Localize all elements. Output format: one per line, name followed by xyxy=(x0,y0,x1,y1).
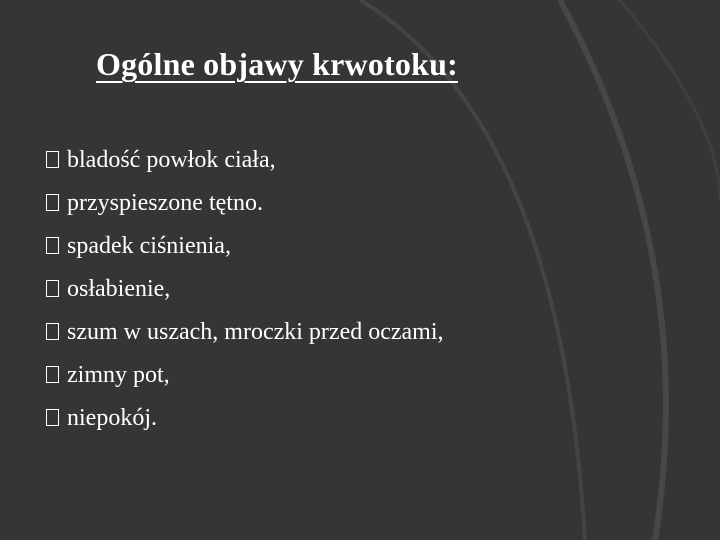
bullet-box-icon xyxy=(46,323,59,340)
list-item-text: niepokój. xyxy=(67,404,157,431)
list-item-text: osłabienie, xyxy=(67,275,171,302)
list-item xyxy=(46,224,444,267)
bullet-box-icon xyxy=(46,194,59,211)
bullet-box-icon xyxy=(46,366,59,383)
list-item-text: spadek ciśnienia, xyxy=(67,232,231,259)
list-item xyxy=(46,353,444,396)
list-item xyxy=(46,396,444,439)
list-item-text: zimny pot, xyxy=(67,361,170,388)
slide-title: Ogólne objawy krwotoku: xyxy=(96,46,458,82)
decorative-arc-corner xyxy=(620,0,720,200)
decorative-arc-outer xyxy=(560,0,666,540)
bullet-box-icon xyxy=(46,151,59,168)
list-item xyxy=(46,267,444,310)
list-item xyxy=(46,181,444,224)
bullet-box-icon xyxy=(46,409,59,426)
bullet-box-icon xyxy=(46,280,59,297)
list-item-text: szum w uszach, mroczki przed oczami, xyxy=(67,318,444,345)
list-item-text: przyspieszone tętno. xyxy=(67,189,263,216)
list-item xyxy=(46,310,444,353)
list-item-text: bladość powłok ciała, xyxy=(67,146,276,173)
bullet-box-icon xyxy=(46,237,59,254)
symptom-list xyxy=(46,138,444,439)
list-item xyxy=(46,138,444,181)
